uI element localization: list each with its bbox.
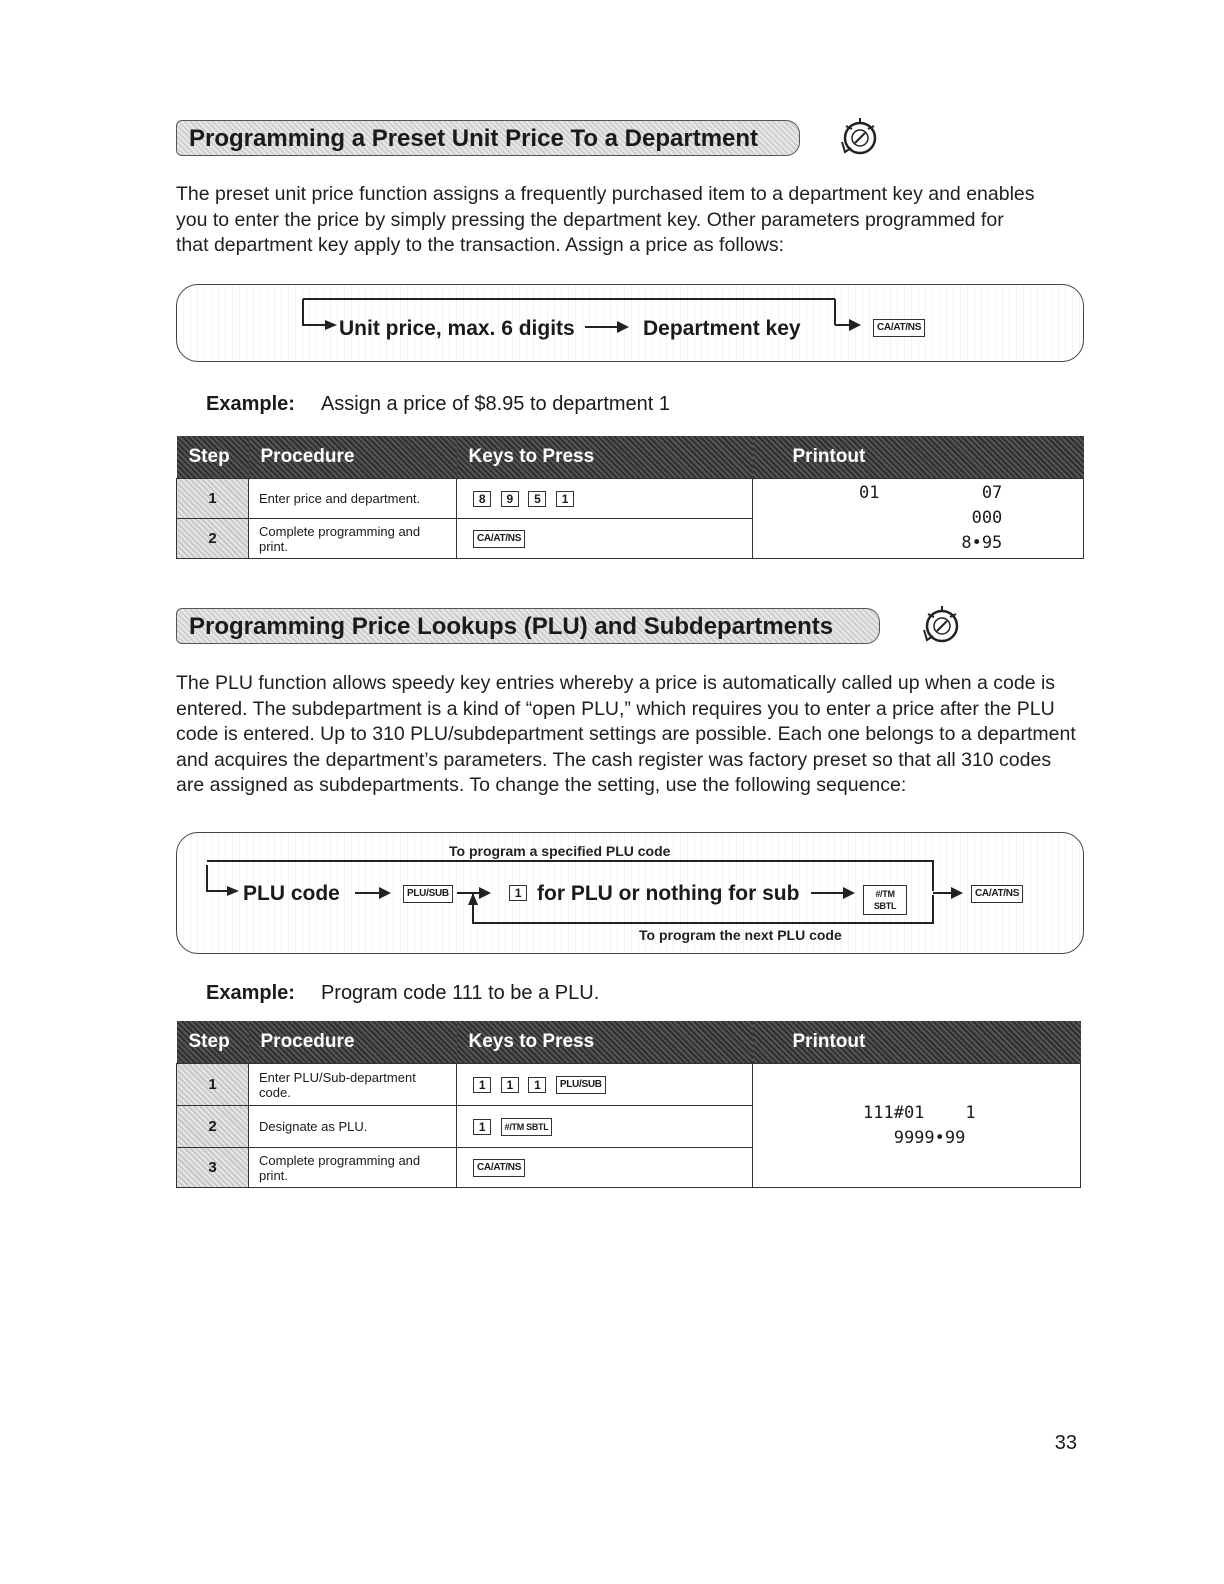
procedure-text: Enter price and department.	[249, 479, 457, 519]
department-key-icon: 1	[556, 491, 574, 507]
header-procedure: Procedure	[249, 1021, 457, 1064]
example-label: Example:	[206, 393, 295, 415]
flow-note-specified-plu: To program a specified PLU code	[449, 843, 671, 859]
section2-heading: Programming Price Lookups (PLU) and Subdepartments	[176, 608, 880, 644]
page-number: 33	[1054, 1432, 1077, 1454]
section1-paragraph: The preset unit price function assigns a frequently purchased item to a department key and enables you to enter the price by simply pressing the department key. Other parameters programmed for that department key apply to the transaction. Assign a price as follows:	[176, 183, 1035, 256]
section1-heading: Programming a Preset Unit Price To a Department	[176, 120, 800, 156]
table-row	[177, 479, 1084, 519]
example-text: Program code 111 to be a PLU.	[320, 982, 600, 1004]
flow-arrows	[177, 285, 1083, 361]
flow-step-plu-code: PLU code	[243, 882, 340, 905]
tm-sbtl-key-icon: #/TM SBTL	[501, 1118, 553, 1136]
printout-line: 111#01 1	[863, 1102, 976, 1123]
ca-at-ns-key-icon: CA/AT/NS	[473, 530, 525, 548]
printout-cell	[753, 1064, 1081, 1188]
procedure-text: Enter PLU/Sub-department code.	[249, 1064, 457, 1106]
section1-example	[206, 393, 670, 416]
section2-flow-diagram	[176, 832, 1084, 954]
section2-procedure-table	[176, 1021, 1081, 1188]
digit-key-icon: 8	[473, 491, 491, 507]
keys-cell	[457, 1106, 753, 1148]
digit-key-icon: 1	[501, 1077, 519, 1093]
flow-note-next-plu: To program the next PLU code	[639, 927, 842, 943]
flow-step-department-key: Department key	[643, 317, 801, 340]
header-keys: Keys to Press	[457, 436, 753, 479]
keys-cell	[457, 1064, 753, 1106]
printout-line: 8•95	[859, 533, 1003, 553]
step-number: 2	[177, 1106, 249, 1148]
keys-cell	[457, 479, 753, 519]
digit-key-icon: 1	[473, 1119, 491, 1135]
step-number: 2	[177, 519, 249, 559]
printout-line: 01 07	[859, 483, 1003, 503]
example-text: Assign a price of $8.95 to department 1	[320, 393, 671, 415]
digit-key-icon: 1	[528, 1077, 546, 1093]
step-number: 1	[177, 1064, 249, 1106]
printout-cell	[753, 479, 1084, 559]
section1-flow-diagram	[176, 284, 1084, 362]
header-step: Step	[177, 1021, 249, 1064]
header-printout: Printout	[753, 436, 1084, 479]
header-keys: Keys to Press	[457, 1021, 753, 1064]
keys-cell	[457, 1148, 753, 1188]
printout-line: 000	[859, 508, 1003, 528]
ca-at-ns-key-icon: CA/AT/NS	[873, 319, 925, 337]
step-number: 1	[177, 479, 249, 519]
step-number: 3	[177, 1148, 249, 1188]
digit-key-icon: 5	[528, 491, 546, 507]
printout-line: 9999•99	[863, 1127, 966, 1148]
header-step: Step	[177, 436, 249, 479]
example-label: Example:	[206, 982, 295, 1004]
ca-at-ns-key-icon: CA/AT/NS	[971, 885, 1023, 903]
flow-step-plu-or-sub: for PLU or nothing for sub	[537, 882, 800, 905]
ca-at-ns-key-icon: CA/AT/NS	[473, 1159, 525, 1177]
section2-example	[206, 982, 599, 1005]
table-row	[177, 1064, 1081, 1106]
digit-key-icon: 1	[509, 885, 527, 901]
mode-dial-icon	[818, 102, 902, 162]
procedure-text: Complete programming and print.	[249, 1148, 457, 1188]
plu-sub-key-icon: PLU/SUB	[403, 885, 453, 903]
header-procedure: Procedure	[249, 436, 457, 479]
digit-key-icon: 9	[501, 491, 519, 507]
tm-sbtl-key-icon: #/TM SBTL	[863, 885, 907, 915]
plu-sub-key-icon: PLU/SUB	[556, 1076, 606, 1094]
section1-procedure-table	[176, 436, 1084, 559]
procedure-text: Designate as PLU.	[249, 1106, 457, 1148]
header-printout: Printout	[753, 1021, 1081, 1064]
flow-step-unit-price: Unit price, max. 6 digits	[339, 317, 575, 340]
section2-paragraph: The PLU function allows speedy key entries whereby a price is automatically called up when a code is entered. The subdepartment is a kind of “open PLU,” which requires you to enter a price after the PLU code is entered. Up to 310 PLU/subdepartment settings are possible. Each one belongs to a department and acquires the department’s parameters. The cash register was factory preset so that all 310 codes are assigned as subdepartments. To change the setting, use the following sequence:	[176, 672, 1076, 796]
digit-key-icon: 1	[473, 1077, 491, 1093]
keys-cell	[457, 519, 753, 559]
mode-dial-icon	[900, 590, 984, 650]
procedure-text: Complete programming and print.	[249, 519, 457, 559]
